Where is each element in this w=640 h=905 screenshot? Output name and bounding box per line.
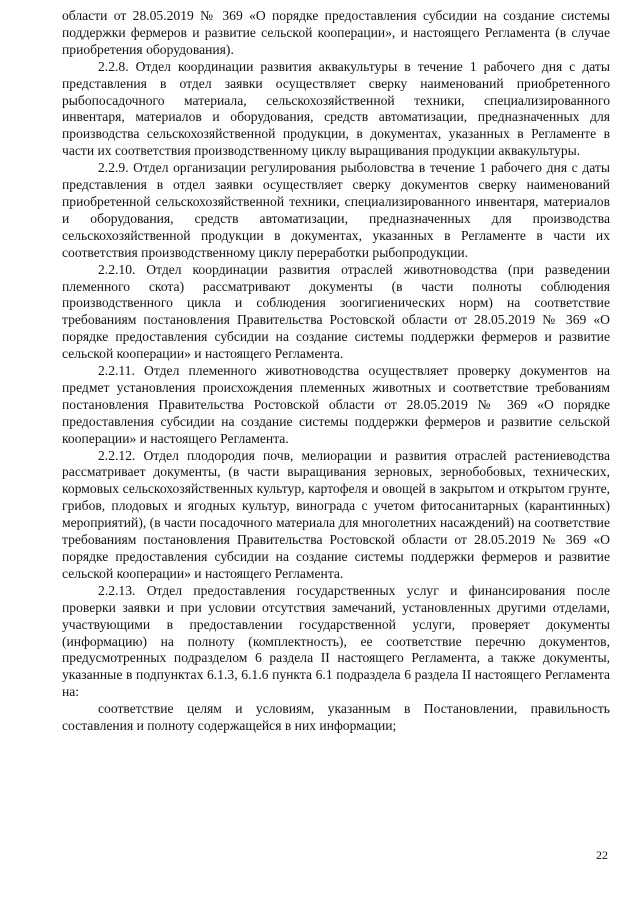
paragraph-2-2-9: 2.2.9. Отдел организации регулирования рыболовства в течение 1 рабочего дня с даты представления в отдел заявки осуществляет сверку документов сверку наименований приобретенной сельскохозяйственной техники, специализированного инвентаря, материалов и оборудования, средств автоматизации, предназначенных для производства сельскохозяйственной продукции в документах, указанных в Регламенте в части их соответствия производственному циклу переработки рыбопродукции. [62,160,610,260]
paragraph-2-2-8: 2.2.8. Отдел координации развития аквакультуры в течение 1 рабочего дня с даты представления в отдел заявки осуществляет сверку наименований приобретенного рыбопосадочного материала, сельскохозяйственной техники, специализированного инвентаря, материалов и оборудования, средств автоматизации, предназначенных для производства сельскохозяйственной продукции, в документах, указанных в Регламенте в части их соответствия производственному циклу выращивания продукции аквакультуры. [62,58,610,159]
paragraph-2-2-13: 2.2.13. Отдел предоставления государственных услуг и финансирования после проверки заявки и при условии отсутствия замечаний, установленных другими отделами, участвующими в предоставлении государственной услуги, проверяет документы (информацию) на полноту (комплектность), ее соответствие перечню документов, предусмотренных подразделом 6 раздела II настоящего Регламента, а также документы, указанные в подпунктах 6.1.3, 6.1.6 пункта 6.1 подраздела 6 раздела II настоящего Регламента на: [62,582,610,700]
paragraph-continuation: области от 28.05.2019 № 369 «О порядке предоставления субсидии на создание системы поддержки фермеров и развитие сельской кооперации», и настоящего Регламента (в случае приобретения оборудования). [62,8,610,57]
document-body [62,8,610,735]
paragraph-2-2-12: 2.2.12. Отдел плодородия почв, мелиорации и развития отраслей растениеводства рассматривает документы, (в части выращивания зерновых, зернобобовых, технических, кормовых сельскохозяйственных культур, картофеля и овощей в закрытом и открытом грунте, грибов, плодовых и ягодных культур, винограда с учетом фитосанитарных (карантинных) мероприятий), (в части посадочного материала для многолетних насаждений) на соответствие требованиям постановления Правительства Ростовской области от 28.05.2019 № 369 «О порядке предоставления субсидии на создание системы поддержки фермеров и развитие сельской кооперации» и настоящего Регламента. [62,447,610,581]
page-number: 22 [596,848,608,862]
paragraph-2-2-10: 2.2.10. Отдел координации развития отраслей животноводства (при разведении племенного скота) рассматривают документы (в части полноты соблюдения производственного цикла и соблюдения зоогигиенических норм) на соответствие требованиям постановления Правительства Ростовской области от 28.05.2019 № 369 «О порядке предоставления субсидии на создание системы поддержки фермеров и развитие сельской кооперации» и настоящего Регламента. [62,261,610,362]
paragraph-compliance: соответствие целям и условиям, указанным в Постановлении, правильность составления и полноту содержащейся в них информации; [62,701,610,734]
paragraph-2-2-11: 2.2.11. Отдел племенного животноводства осуществляет проверку документов на предмет установления происхождения племенных животных и соответствие требованиям постановления Правительства Ростовской области от 28.05.2019 № 369 «О порядке предоставления субсидии на создание системы поддержки фермеров и развитие сельской кооперации» и настоящего Регламента. [62,363,610,446]
